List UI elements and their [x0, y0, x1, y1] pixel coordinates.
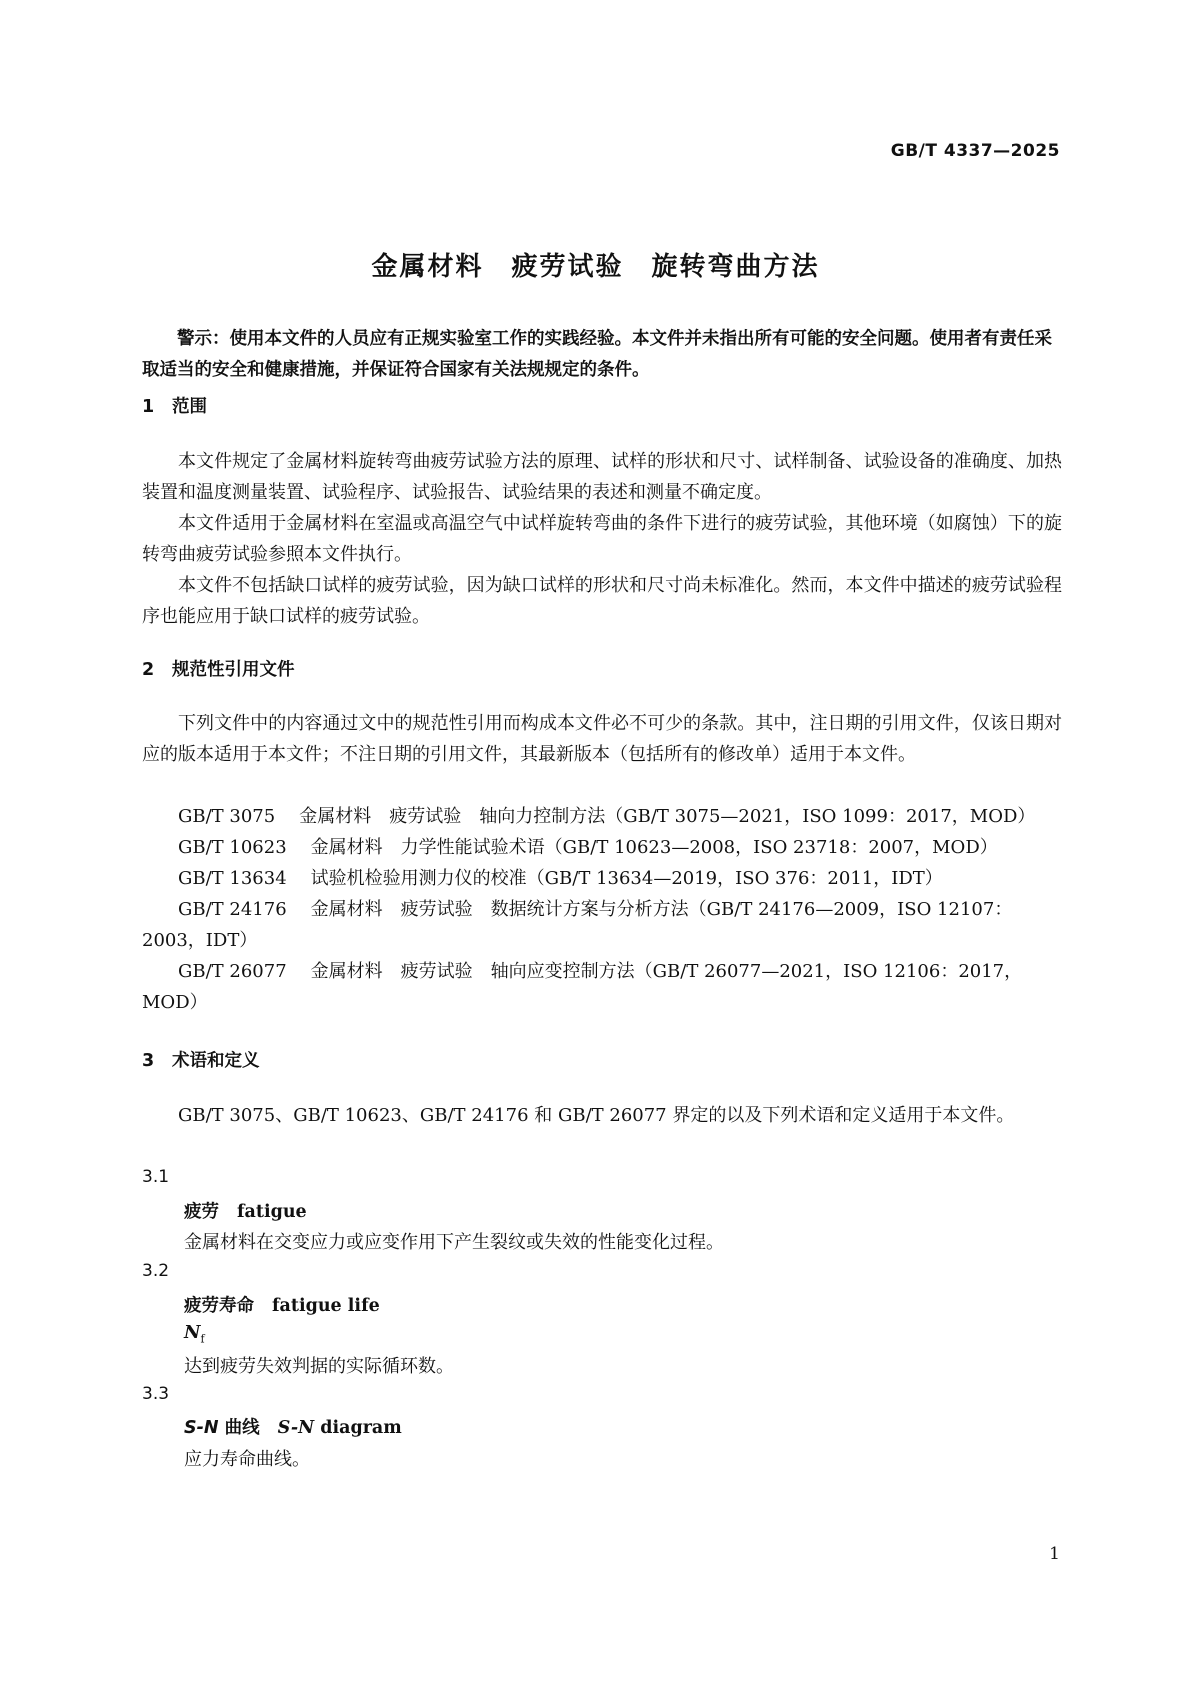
reference-code: GB/T 3075	[178, 806, 276, 827]
page-number: 1	[1049, 1544, 1060, 1564]
term-en-group	[278, 1418, 402, 1438]
normative-intro: 下列文件中的内容通过文中的规范性引用而构成本文件必不可少的条款。其中，注日期的引用文件，仅该日期对应的版本适用于本文件；不注日期的引用文件，其最新版本（包括所有的修改单）适用于本文件。	[142, 713, 1062, 765]
section-heading-scope	[142, 393, 207, 418]
section-title: 范围	[172, 397, 207, 417]
section-title: 术语和定义	[172, 1051, 260, 1071]
scope-paragraph-3: 本文件不包括缺口试样的疲劳试验，因为缺口试样的形状和尺寸尚未标准化。然而，本文件中描述的疲劳试验程序也能应用于缺口试样的疲劳试验。	[142, 575, 1062, 627]
reference-item	[142, 956, 1062, 1018]
term-en: fatigue	[237, 1202, 307, 1222]
term-fatigue-life	[184, 1292, 380, 1317]
reference-text: 金属材料 疲劳试验 轴向力控制方法（GB/T 3075—2021，ISO 1099：2017，MOD）	[299, 806, 1036, 827]
reference-code: GB/T 13634	[178, 868, 287, 889]
reference-item	[142, 863, 1062, 894]
term-definition: 金属材料在交变应力或应变作用下产生裂纹或失效的性能变化过程。	[184, 1232, 724, 1253]
reference-item	[142, 801, 1062, 832]
document-title: 金属材料 疲劳试验 旋转弯曲方法	[371, 252, 820, 282]
term-en-italic: S-N	[277, 1418, 315, 1438]
scope-paragraph-2: 本文件适用于金属材料在室温或高温空气中试样旋转弯曲的条件下进行的疲劳试验，其他环境（如腐蚀）下的旋转弯曲疲劳试验参照本文件执行。	[142, 513, 1062, 565]
reference-code: GB/T 10623	[178, 837, 287, 858]
section-number: 1	[142, 397, 155, 417]
section-heading-terms	[142, 1047, 260, 1072]
terms-intro: GB/T 3075、GB/T 10623、GB/T 24176 和 GB/T 26077 界定的以及下列术语和定义适用于本文件。	[178, 1105, 1015, 1126]
term-en: fatigue life	[272, 1296, 380, 1316]
term-en: diagram	[314, 1418, 402, 1438]
term-definition: 达到疲劳失效判据的实际循环数。	[184, 1356, 454, 1377]
reference-item	[142, 894, 1062, 956]
term-symbol	[184, 1322, 205, 1346]
term-zh-italic: S-N	[184, 1418, 219, 1438]
term-definition: 应力寿命曲线。	[184, 1449, 310, 1470]
reference-item	[142, 832, 1062, 863]
symbol-subscript: f	[200, 1332, 205, 1346]
term-zh: 疲劳	[184, 1202, 219, 1222]
warning-notice: 警示：使用本文件的人员应有正规实验室工作的实践经验。本文件并未指出所有可能的安全问题。使用者有责任采取适当的安全和健康措施，并保证符合国家有关法规规定的条件。	[142, 329, 1052, 380]
term-zh: 疲劳寿命	[184, 1296, 254, 1316]
symbol-main: N	[184, 1322, 201, 1343]
term-sn-diagram	[184, 1414, 402, 1439]
reference-text: 金属材料 力学性能试验术语（GB/T 10623—2008，ISO 23718：2007，MOD）	[310, 837, 998, 858]
term-fatigue	[184, 1198, 307, 1223]
scope-paragraph-1: 本文件规定了金属材料旋转弯曲疲劳试验方法的原理、试样的形状和尺寸、试样制备、试验设备的准确度、加热装置和温度测量装置、试验程序、试验报告、试验结果的表述和测量不确定度。	[142, 451, 1062, 503]
reference-code: GB/T 26077	[178, 961, 287, 982]
term-number: 3.3	[142, 1384, 170, 1404]
term-number: 3.2	[142, 1261, 170, 1281]
section-number: 2	[142, 660, 155, 680]
term-zh: 曲线	[218, 1418, 260, 1438]
section-heading-normative	[142, 656, 295, 681]
reference-text: 金属材料 疲劳试验 轴向应变控制方法（GB/T 26077—2021，ISO 12106：2017，MOD）	[142, 961, 1023, 1013]
reference-text: 试验机检验用测力仪的校准（GB/T 13634—2019，ISO 376：2011，IDT）	[310, 868, 943, 889]
term-number: 3.1	[142, 1167, 170, 1187]
reference-text: 金属材料 疲劳试验 数据统计方案与分析方法（GB/T 24176—2009，ISO 12107：2003，IDT）	[142, 899, 1013, 951]
standard-code: GB/T 4337—2025	[890, 141, 1060, 161]
section-title: 规范性引用文件	[172, 660, 295, 680]
reference-code: GB/T 24176	[178, 899, 287, 920]
section-number: 3	[142, 1051, 155, 1071]
